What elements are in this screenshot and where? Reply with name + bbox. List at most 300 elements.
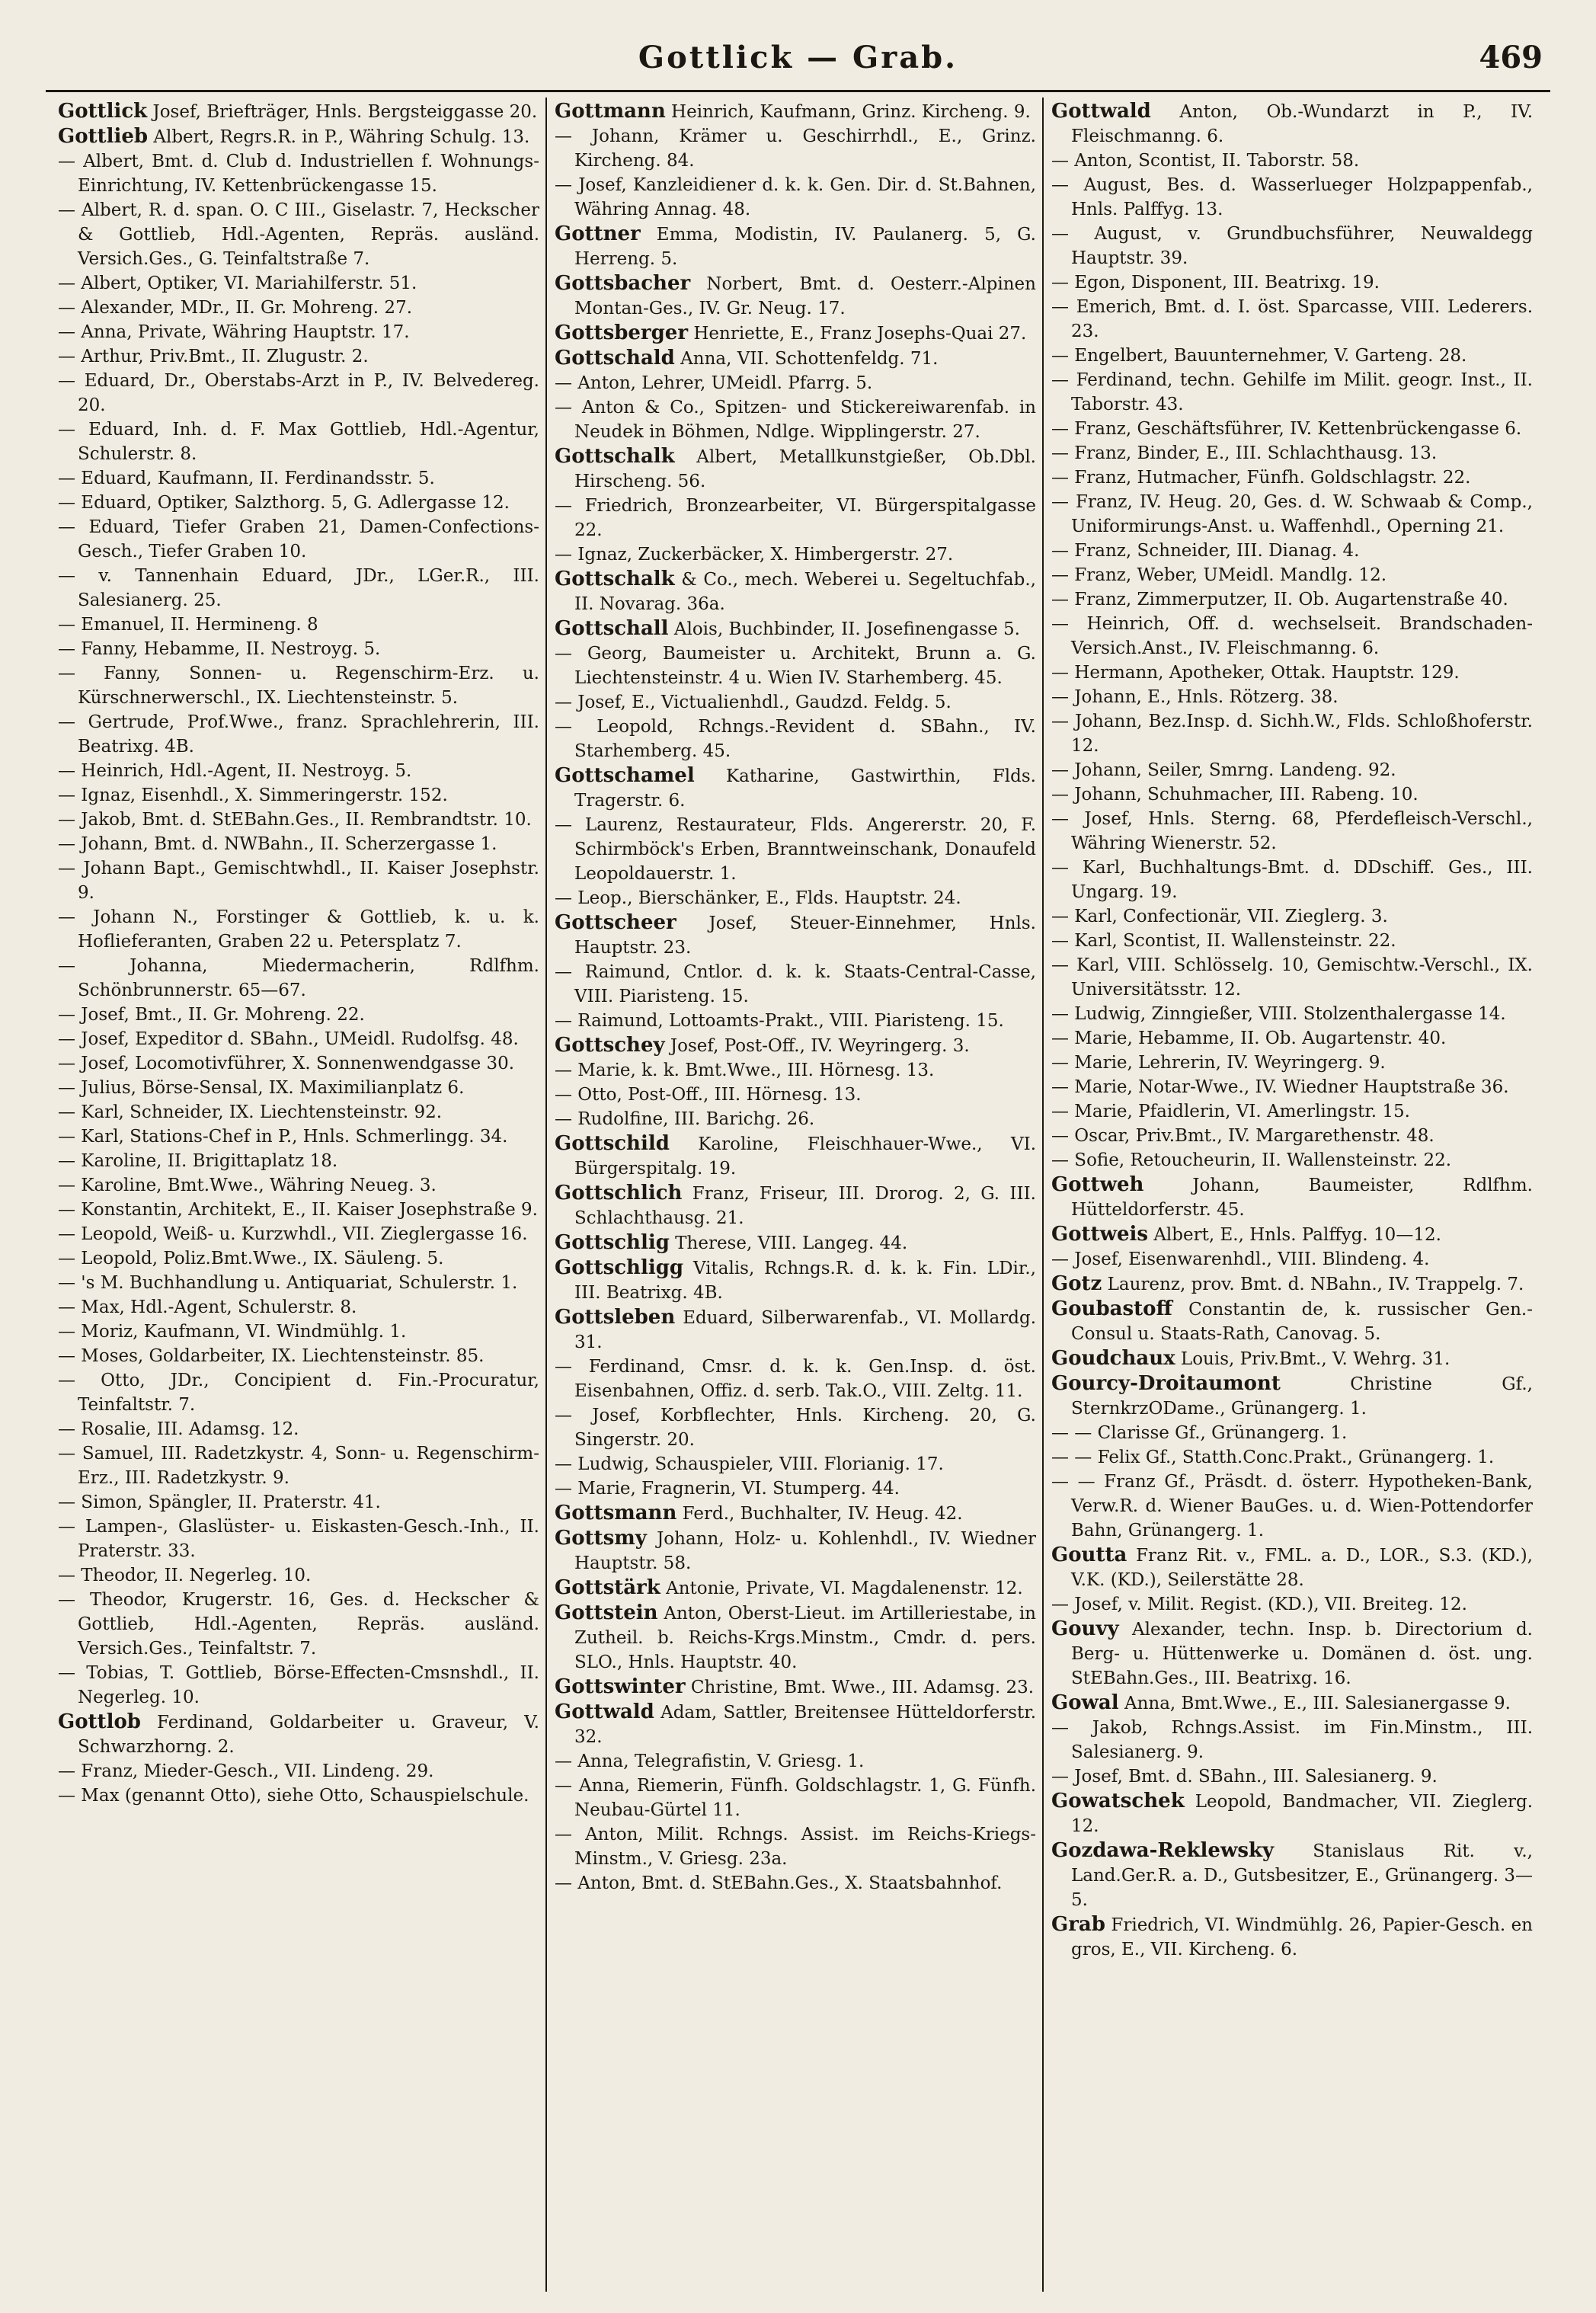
entry-text: Albert, E., Hnls. Palffyg. 10—12. <box>1148 1225 1441 1245</box>
entry-text: — Albert, Optiker, VI. Mariahilferstr. 51. <box>58 274 417 293</box>
entry-text: Henriette, E., Franz Josephs-Quai 27. <box>688 324 1027 344</box>
directory-entry <box>58 1051 539 1076</box>
directory-entry <box>555 271 1036 321</box>
entry-text: — Josef, Hnls. Sterng. 68, Pferdefleisch-Verschl., Währing Wienerstr. 52. <box>1051 809 1533 853</box>
entry-text: Antonie, Private, VI. Magdalenenstr. 12. <box>660 1579 1023 1598</box>
directory-entry <box>555 1675 1036 1700</box>
directory-entry <box>1051 149 1533 173</box>
entry-text: Johann, Holz- u. Kohlenhdl., IV. Wiedner Hauptstr. 58. <box>574 1529 1036 1573</box>
entry-text: — Anton, Bmt. d. StEBahn.Ges., X. Staatsbahnhof. <box>555 1873 1003 1893</box>
directory-entry <box>58 344 539 369</box>
entry-surname: Gottsberger <box>555 322 689 344</box>
entry-surname: Gottschligg <box>555 1256 684 1279</box>
entry-surname: Goudchaux <box>1051 1347 1175 1370</box>
directory-entry <box>58 515 539 564</box>
directory-entry <box>1051 441 1533 465</box>
directory-entry <box>58 1295 539 1320</box>
entry-text: — Franz, Schneider, III. Dianag. 4. <box>1051 541 1360 561</box>
entry-surname: Gottschamel <box>555 764 695 787</box>
directory-entry <box>1051 465 1533 490</box>
directory-entry <box>58 564 539 613</box>
entry-surname: Gottwald <box>1051 100 1151 123</box>
entry-surname: Gottschey <box>555 1034 665 1057</box>
entry-text: Friedrich, VI. Windmühlg. 26, Papier-Gesch. en gros, E., VII. Kircheng. 6. <box>1071 1915 1533 1959</box>
entry-text: — Karl, Stations-Chef in P., Hnls. Schmerlingg. 34. <box>58 1127 508 1147</box>
directory-entry <box>555 1131 1036 1181</box>
entry-text: — Marie, k. k. Bmt.Wwe., III. Hörnesg. 13. <box>555 1061 935 1080</box>
directory-entry <box>555 1033 1036 1058</box>
directory-entry <box>1051 417 1533 441</box>
directory-entry <box>1051 709 1533 758</box>
entry-text: Anton, Oberst-Lieut. im Artilleriestabe, in Zutheil. b. Reichs-Krgs.Minstm., Cmdr. d. pers. SLO., Hnls. Hauptstr. 40. <box>574 1604 1036 1672</box>
directory-entry <box>1051 1543 1533 1592</box>
entry-text: Josef, Briefträger, Hnls. Bergsteiggasse 20. <box>147 102 538 122</box>
entry-text: Laurenz, prov. Bmt. d. NBahn., IV. Trappelg. 7. <box>1102 1275 1524 1294</box>
directory-entry <box>1051 270 1533 295</box>
directory-entry <box>58 1441 539 1490</box>
directory-entry <box>555 641 1036 690</box>
entry-text: — Max, Hdl.-Agent, Schulerstr. 8. <box>58 1297 357 1317</box>
directory-entry <box>555 1181 1036 1230</box>
entry-surname: Gottlieb <box>58 125 149 148</box>
entry-text: — Emanuel, II. Hermineng. 8 <box>58 615 318 635</box>
directory-entry <box>58 1417 539 1441</box>
entry-surname: Gottschald <box>555 347 675 370</box>
entry-surname: Gottmann <box>555 100 666 123</box>
entry-surname: Gottschild <box>555 1132 670 1155</box>
directory-entry <box>1051 1716 1533 1764</box>
directory-entry <box>58 417 539 466</box>
directory-entry <box>58 320 539 344</box>
directory-entry <box>1051 1346 1533 1371</box>
entry-text: Therese, VIII. Langeg. 44. <box>669 1233 908 1253</box>
directory-entry <box>1051 1051 1533 1075</box>
column-2 <box>550 99 1047 2293</box>
entry-text: — Karoline, II. Brigittaplatz 18. <box>58 1151 338 1171</box>
entry-text: — Karl, Schneider, IX. Liechtensteinstr. 92. <box>58 1102 443 1122</box>
directory-entry <box>58 1784 539 1808</box>
entry-text: — Leopold, Poliz.Bmt.Wwe., IX. Säuleng. 5. <box>58 1249 444 1268</box>
entry-text: Emma, Modistin, IV. Paulanerg. 5, G. Herreng. 5. <box>574 225 1036 269</box>
entry-text: Alexander, techn. Insp. b. Directorium d. Berg- u. Hüttenwerke u. Domänen d. öst. ung. StEBahn.Ges., III. Beatrixg. 16. <box>1071 1620 1533 1688</box>
entry-surname: Gotz <box>1051 1272 1102 1295</box>
entry-surname: Gottlob <box>58 1710 141 1733</box>
entry-text: — Josef, Korbflechter, Hnls. Kircheng. 20, G. Singerstr. 20. <box>555 1406 1036 1450</box>
directory-entry <box>555 1305 1036 1355</box>
entry-text: — Rudolfine, III. Barichg. 26. <box>555 1109 815 1129</box>
directory-entry <box>58 1100 539 1125</box>
directory-entry <box>58 1271 539 1295</box>
directory-entry <box>1051 904 1533 929</box>
entry-text: — Albert, Bmt. d. Club d. Industriellen f. Wohnungs-Einrichtung, IV. Kettenbrückengasse 15. <box>58 152 539 196</box>
entry-surname: Gottstein <box>555 1601 658 1624</box>
directory-entry <box>58 466 539 491</box>
directory-entry <box>555 1452 1036 1476</box>
entry-text: — Sofie, Retoucheurin, II. Wallensteinstr. 22. <box>1051 1150 1452 1170</box>
entry-text: — Johanna, Miedermacherin, Rdlfhm. Schönbrunnerstr. 65—67. <box>58 956 539 1000</box>
directory-entry <box>58 661 539 710</box>
entry-text: Albert, Regrs.R. in P., Währing Schulg. 13. <box>148 127 530 147</box>
entry-text: — Theodor, II. Negerleg. 10. <box>58 1566 312 1585</box>
entry-surname: Gottwald <box>555 1700 654 1723</box>
directory-entry <box>555 1774 1036 1822</box>
directory-entry <box>1051 1026 1533 1051</box>
entry-text: — Emerich, Bmt. d. I. öst. Sparcasse, VIII. Lederers. 23. <box>1051 297 1533 341</box>
entry-text: Eduard, Silberwarenfab., VI. Mollardg. 31. <box>574 1308 1036 1352</box>
entry-text: — Josef, Bmt., II. Gr. Mohreng. 22. <box>58 1005 365 1025</box>
entry-text: Leopold, Bandmacher, VII. Zieglerg. 12. <box>1071 1792 1533 1836</box>
entry-text: — Arthur, Priv.Bmt., II. Zlugustr. 2. <box>58 347 369 366</box>
entry-surname: Goutta <box>1051 1544 1127 1566</box>
entry-text: — Leopold, Rchngs.-Revident d. SBahn., IV. Starhemberg. 45. <box>555 717 1036 761</box>
entry-text: Johann, Baumeister, Rdlfhm. Hütteldorferstr. 45. <box>1071 1176 1533 1220</box>
directory-entry <box>1051 1247 1533 1272</box>
directory-entry <box>58 1661 539 1710</box>
entry-text: — Anna, Private, Währing Hauptstr. 17. <box>58 322 410 342</box>
directory-entry <box>555 1576 1036 1601</box>
entry-text: — Fanny, Sonnen- u. Regenschirm-Erz. u. Kürschnerwerschl., IX. Liechtensteinstr. 5. <box>58 664 539 708</box>
entry-text: — Anna, Telegrafistin, V. Griesg. 1. <box>555 1752 865 1771</box>
entry-text: — Franz, Hutmacher, Fünfh. Goldschlagstr. 22. <box>1051 468 1471 488</box>
column-divider <box>545 98 547 2292</box>
directory-entry <box>58 1588 539 1661</box>
entry-text: — Lampen-, Glaslüster- u. Eiskasten-Gesch.-Inh., II. Praterstr. 33. <box>58 1517 539 1561</box>
entry-text: Ferd., Buchhalter, IV. Heug. 42. <box>676 1504 963 1524</box>
entry-text: — Karl, Scontist, II. Wallensteinstr. 22. <box>1051 931 1396 951</box>
directory-entry <box>58 124 539 149</box>
directory-entry <box>555 763 1036 813</box>
directory-entry <box>58 832 539 856</box>
column-divider <box>1042 98 1044 2292</box>
entry-surname: Gottstärk <box>555 1576 660 1599</box>
entry-text: Alois, Buchbinder, II. Josefinengasse 5. <box>668 619 1020 639</box>
directory-entry <box>1051 661 1533 685</box>
entry-text: — Johann, E., Hnls. Rötzerg. 38. <box>1051 687 1339 707</box>
directory-entry <box>58 296 539 320</box>
directory-entry <box>1051 1297 1533 1346</box>
entry-text: — Josef, v. Milit. Regist. (KD.), VII. Breiteg. 12. <box>1051 1595 1467 1614</box>
entry-text: Franz, Friseur, III. Drorog. 2, G. III. Schlachthausg. 21. <box>574 1184 1036 1228</box>
entry-text: — Johann, Seiler, Smrng. Landeng. 92. <box>1051 760 1396 780</box>
entry-surname: Gourcy-Droitaumont <box>1051 1372 1281 1395</box>
entry-text: Ferdinand, Goldarbeiter u. Graveur, V. Schwarzhorng. 2. <box>78 1713 539 1757</box>
directory-entry <box>1051 1838 1533 1912</box>
directory-entry <box>555 813 1036 886</box>
directory-entry <box>58 491 539 515</box>
directory-entry <box>58 1246 539 1271</box>
header-divider <box>46 90 1550 92</box>
entry-text: — 's M. Buchhandlung u. Antiquariat, Schulerstr. 1. <box>58 1273 518 1293</box>
entry-surname: Gottschalk <box>555 445 675 468</box>
directory-entry <box>555 960 1036 1009</box>
entry-text: — Franz, Geschäftsführer, IV. Kettenbrückengasse 6. <box>1051 419 1522 439</box>
directory-entry <box>1051 807 1533 856</box>
directory-entry <box>58 1125 539 1149</box>
entry-text: Anna, Bmt.Wwe., E., III. Salesianergasse 9. <box>1118 1694 1511 1713</box>
directory-entry <box>58 1515 539 1563</box>
entry-text: Katharine, Gastwirthin, Flds. Tragerstr. 6. <box>574 766 1036 811</box>
directory-entry <box>555 1355 1036 1403</box>
entry-text: — Eduard, Optiker, Salzthorg. 5, G. Adlergasse 12. <box>58 493 510 513</box>
entry-text: — — Franz Gf., Präsdt. d. österr. Hypotheken-Bank, Verw.R. d. Wiener BauGes. u. d. Wien-Pottendorfer Bahn, Grünangerg. 1. <box>1051 1472 1533 1540</box>
entry-text: — Josef, Locomotivführer, X. Sonnenwendgasse 30. <box>58 1054 515 1073</box>
entry-text: — Franz, Weber, UMeidl. Mandlg. 12. <box>1051 565 1387 585</box>
directory-entry <box>58 1368 539 1417</box>
directory-entry <box>58 856 539 905</box>
directory-entry <box>58 1198 539 1222</box>
entry-text: — Johann, Krämer u. Geschirrhdl., E., Grinz. Kircheng. 84. <box>555 126 1036 171</box>
entry-text: — Laurenz, Restaurateur, Flds. Angererstr. 20, F. Schirmböck's Erben, Branntweinschank, Donaufeld Leopoldauerstr. 1. <box>555 815 1036 884</box>
entry-text: Stanislaus Rit. v., Land.Ger.R. a. D., Gutsbesitzer, E., Grünangerg. 3—5. <box>1071 1841 1533 1910</box>
entry-text: Franz Rit. v., FML. a. D., LOR., S.3. (KD.), V.K. (KD.), Seilerstätte 28. <box>1071 1546 1533 1590</box>
directory-entry <box>58 1173 539 1198</box>
directory-entry <box>1051 1172 1533 1222</box>
directory-entry <box>1051 1617 1533 1691</box>
entry-surname: Gottschlich <box>555 1182 683 1204</box>
directory-entry <box>58 1344 539 1368</box>
directory-entry <box>1051 563 1533 587</box>
entry-text: — Anton & Co., Spitzen- und Stickereiwarenfab. in Neudek in Böhmen, Ndlge. Wipplingerstr. 27. <box>555 398 1036 442</box>
entry-surname: Gottlick <box>58 100 148 123</box>
entry-surname: Gottscheer <box>555 911 676 934</box>
entry-text: — — Felix Gf., Statth.Conc.Prakt., Grünangerg. 1. <box>1051 1448 1495 1467</box>
directory-entry <box>1051 953 1533 1002</box>
entry-text: — Franz, Mieder-Gesch., VII. Lindeng. 29. <box>58 1761 434 1781</box>
directory-entry <box>555 1230 1036 1256</box>
directory-entry <box>1051 758 1533 782</box>
entry-text: Christine Gf., SternkrzODame., Grünangerg. 1. <box>1071 1374 1533 1419</box>
entry-text: & Co., mech. Weberei u. Segeltuchfab., II. Novarag. 36a. <box>574 570 1036 614</box>
directory-entry <box>1051 612 1533 661</box>
directory-entry <box>1051 490 1533 539</box>
entry-text: — Marie, Lehrerin, IV. Weyringerg. 9. <box>1051 1053 1386 1073</box>
directory-entry <box>1051 1148 1533 1172</box>
entry-text: — Raimund, Cntlor. d. k. k. Staats-Central-Casse, VIII. Piaristeng. 15. <box>555 962 1036 1006</box>
directory-entry <box>1051 295 1533 344</box>
directory-entry <box>555 1601 1036 1675</box>
directory-entry <box>58 637 539 661</box>
directory-entry <box>1051 1445 1533 1470</box>
directory-entry <box>555 371 1036 395</box>
running-head: Gottlick — Grab. <box>638 40 958 75</box>
entry-text: — Heinrich, Hdl.-Agent, II. Nestroyg. 5. <box>58 761 412 781</box>
directory-entry <box>58 271 539 296</box>
entry-text: — Eduard, Inh. d. F. Max Gottlieb, Hdl.-Agentur, Schulerstr. 8. <box>58 420 539 464</box>
entry-surname: Grab <box>1051 1913 1105 1936</box>
directory-entry <box>58 905 539 954</box>
entry-text: Anna, VII. Schottenfeldg. 71. <box>674 349 939 369</box>
directory-entry <box>555 1403 1036 1452</box>
entry-text: — Ignaz, Zuckerbäcker, X. Himbergerstr. 27. <box>555 545 954 565</box>
directory-entry <box>555 1822 1036 1871</box>
entry-text: — Johann, Bez.Insp. d. Sichh.W., Flds. Schloßhoferstr. 12. <box>1051 712 1533 756</box>
entry-text: — Hermann, Apotheker, Ottak. Hauptstr. 129. <box>1051 663 1460 683</box>
directory-entry <box>555 1107 1036 1131</box>
directory-entry <box>555 1083 1036 1107</box>
entry-text: Anton, Ob.-Wundarzt in P., IV. Fleischmanng. 6. <box>1071 102 1533 146</box>
directory-entry <box>58 808 539 832</box>
directory-entry <box>1051 1099 1533 1124</box>
directory-entry <box>555 1501 1036 1526</box>
directory-entry <box>58 99 539 124</box>
directory-entry <box>555 616 1036 641</box>
entry-text: Vitalis, Rchngs.R. d. k. k. Fin. LDir., III. Beatrixg. 4B. <box>574 1259 1036 1303</box>
entry-text: — v. Tannenhain Eduard, JDr., LGer.R., III. Salesianerg. 25. <box>58 566 539 610</box>
entry-text: — Ferdinand, Cmsr. d. k. k. Gen.Insp. d. öst. Eisenbahnen, Offiz. d. serb. Tak.O., VIII. Zeltg. 11. <box>555 1357 1036 1401</box>
directory-entry <box>555 690 1036 715</box>
directory-entry <box>1051 1371 1533 1421</box>
directory-entry <box>555 124 1036 173</box>
directory-entry <box>58 1759 539 1784</box>
directory-entry <box>555 346 1036 371</box>
entry-surname: Gozdawa-Reklewsky <box>1051 1839 1275 1862</box>
directory-entry <box>58 198 539 271</box>
entry-text: — Jakob, Rchngs.Assist. im Fin.Minstm., III. Salesianerg. 9. <box>1051 1718 1533 1762</box>
directory-entry <box>58 1003 539 1027</box>
entry-surname: Gottsleben <box>555 1306 676 1329</box>
directory-entry <box>555 1009 1036 1033</box>
entry-text: — Johann N., Forstinger & Gottlieb, k. u. k. Hoflieferanten, Graben 22 u. Petersplatz 7. <box>58 907 539 952</box>
directory-entry <box>58 1320 539 1344</box>
directory-entry <box>1051 1002 1533 1026</box>
entry-text: — Franz, IV. Heug. 20, Ges. d. W. Schwaab & Comp., Uniformirungs-Anst. u. Waffenhdl., Operning 21. <box>1051 492 1533 536</box>
directory-entry <box>58 369 539 417</box>
directory-entry <box>555 321 1036 346</box>
entry-text: — Oscar, Priv.Bmt., IV. Margarethenstr. 48. <box>1051 1126 1434 1146</box>
directory-entry <box>1051 1764 1533 1789</box>
entry-text: — Otto, Post-Off., III. Hörnesg. 13. <box>555 1085 862 1105</box>
directory-entry <box>555 173 1036 222</box>
directory-entry <box>555 395 1036 444</box>
entry-surname: Goubastoff <box>1051 1297 1172 1320</box>
directory-entry <box>1051 1075 1533 1099</box>
entry-text: — Fanny, Hebamme, II. Nestroyg. 5. <box>58 639 381 659</box>
entry-text: — Leopold, Weiß- u. Kurzwhdl., VII. Zieglergasse 16. <box>58 1224 528 1244</box>
entry-text: Adam, Sattler, Breitensee Hütteldorferstr. 32. <box>574 1703 1036 1747</box>
directory-entry <box>555 1476 1036 1501</box>
entry-text: — Raimund, Lottoamts-Prakt., VIII. Piaristeng. 15. <box>555 1011 1004 1031</box>
entry-surname: Gottschalk <box>555 568 675 590</box>
entry-text: — Anton, Lehrer, UMeidl. Pfarrg. 5. <box>555 373 873 393</box>
entry-text: Constantin de, k. russischer Gen.-Consul u. Staats-Rath, Canovag. 5. <box>1071 1300 1533 1344</box>
directory-entry <box>58 149 539 198</box>
directory-entry <box>1051 1272 1533 1297</box>
directory-entry <box>555 1871 1036 1896</box>
entry-text: — Georg, Baumeister u. Architekt, Brunn a. G. Liechtensteinstr. 4 u. Wien IV. Starhemberg. 45. <box>555 644 1036 688</box>
entry-text: — Anna, Riemerin, Fünfh. Goldschlagstr. 1, G. Fünfh. Neubau-Gürtel 11. <box>555 1776 1036 1820</box>
directory-entry <box>555 99 1036 124</box>
directory-entry <box>1051 1912 1533 1962</box>
entry-text: — Josef, Eisenwarenhdl., VIII. Blindeng. 4. <box>1051 1249 1430 1269</box>
entry-surname: Gottsmy <box>555 1527 647 1550</box>
entry-text: — Moses, Goldarbeiter, IX. Liechtensteinstr. 85. <box>58 1346 485 1366</box>
entry-text: — Marie, Fragnerin, VI. Stumperg. 44. <box>555 1479 900 1499</box>
entry-surname: Gottschlig <box>555 1231 670 1254</box>
directory-entry <box>555 886 1036 910</box>
entry-text: — Anton, Milit. Rchngs. Assist. im Reichs-Kriegs-Minstm., V. Griesg. 23a. <box>555 1825 1036 1869</box>
directory-entry <box>555 1700 1036 1749</box>
column-3 <box>1047 99 1543 2293</box>
entry-surname: Gouvy <box>1051 1617 1119 1640</box>
entry-text: — Max (genannt Otto), siehe Otto, Schauspielschule. <box>58 1786 529 1806</box>
entry-text: — Tobias, T. Gottlieb, Börse-Effecten-Cmsnshdl., II. Negerleg. 10. <box>58 1663 539 1707</box>
directory-entry <box>1051 1222 1533 1247</box>
entry-text: — Josef, Expeditor d. SBahn., UMeidl. Rudolfsg. 48. <box>58 1029 519 1049</box>
entry-text: — Marie, Notar-Wwe., IV. Wiedner Hauptstraße 36. <box>1051 1077 1509 1097</box>
entry-text: — Josef, Kanzleidiener d. k. k. Gen. Dir. d. St.Bahnen, Währing Annag. 48. <box>555 175 1036 219</box>
entry-text: — Egon, Disponent, III. Beatrixg. 19. <box>1051 273 1380 293</box>
entry-text: — Anton, Scontist, II. Taborstr. 58. <box>1051 151 1360 171</box>
entry-text: — Theodor, Krugerstr. 16, Ges. d. Heckscher & Gottlieb, Hdl.-Agenten, Repräs. ausländ. Versich.Ges., Teinfaltstr. 7. <box>58 1590 539 1659</box>
entry-surname: Gowatschek <box>1051 1790 1185 1812</box>
entry-text: — Leop., Bierschänker, E., Flds. Hauptstr. 24. <box>555 888 961 908</box>
directory-entry <box>1051 1470 1533 1543</box>
directory-entry <box>58 1076 539 1100</box>
directory-entry <box>555 1749 1036 1774</box>
page-header <box>46 40 1550 85</box>
entry-text: — Eduard, Tiefer Graben 21, Damen-Confections-Gesch., Tiefer Graben 10. <box>58 517 539 561</box>
entry-text: — Franz, Binder, E., III. Schlachthausg. 13. <box>1051 443 1438 463</box>
directory-entry <box>1051 222 1533 270</box>
entry-text: — Eduard, Kaufmann, II. Ferdinandsstr. 5. <box>58 469 435 488</box>
directory-entry <box>1051 99 1533 149</box>
entry-text: — Franz, Zimmerputzer, II. Ob. Augartenstraße 40. <box>1051 590 1508 609</box>
entry-text: — Albert, R. d. span. O. C III., Giselastr. 7, Heckscher & Gottlieb, Hdl.-Agenten, Repräs. ausländ. Versich.Ges., G. Teinfaltstraße 7. <box>58 200 539 269</box>
directory-entry <box>58 613 539 637</box>
directory-entry <box>1051 685 1533 709</box>
entry-text: — Alexander, MDr., II. Gr. Mohreng. 27. <box>58 298 413 318</box>
directory-entry <box>555 222 1036 271</box>
entry-surname: Gottweh <box>1051 1173 1144 1196</box>
page-number: 469 <box>1479 40 1543 75</box>
entry-surname: Gottschall <box>555 617 669 640</box>
directory-entry <box>58 710 539 759</box>
directory-entry <box>58 1149 539 1173</box>
entry-text: — Eduard, Dr., Oberstabs-Arzt in P., IV. Belvedereg. 20. <box>58 371 539 415</box>
entry-text: — Simon, Spängler, II. Praterstr. 41. <box>58 1492 381 1512</box>
directory-entry <box>1051 539 1533 563</box>
entry-surname: Gottsbacher <box>555 272 691 295</box>
directory-entry <box>555 567 1036 616</box>
directory-entry <box>1051 929 1533 953</box>
entry-text: Norbert, Bmt. d. Oesterr.-Alpinen Montan-Ges., IV. Gr. Neug. 17. <box>574 274 1036 318</box>
directory-entry <box>1051 1421 1533 1445</box>
entry-text: — Heinrich, Off. d. wechselseit. Brandschaden-Versich.Anst., IV. Fleischmanng. 6. <box>1051 614 1533 658</box>
directory-entry <box>58 1710 539 1759</box>
entry-text: — Samuel, III. Radetzkystr. 4, Sonn- u. Regenschirm-Erz., III. Radetzkystr. 9. <box>58 1444 539 1488</box>
directory-entry <box>1051 344 1533 368</box>
column-1 <box>53 99 550 2293</box>
directory-entry <box>555 1256 1036 1305</box>
directory-entry <box>555 715 1036 763</box>
entry-text: — Konstantin, Architekt, E., II. Kaiser Josephstraße 9. <box>58 1200 538 1220</box>
entry-text: — Johann, Bmt. d. NWBahn., II. Scherzergasse 1. <box>58 834 497 854</box>
directory-entry <box>1051 782 1533 807</box>
directory-entry <box>1051 587 1533 612</box>
entry-text: Heinrich, Kaufmann, Grinz. Kircheng. 9. <box>665 102 1031 122</box>
entry-text: — Josef, Bmt. d. SBahn., III. Salesianerg. 9. <box>1051 1767 1438 1787</box>
directory-entry <box>1051 368 1533 417</box>
entry-text: — Engelbert, Bauunternehmer, V. Garteng. 28. <box>1051 346 1467 366</box>
entry-text: Albert, Metallkunstgießer, Ob.Dbl. Hirscheng. 56. <box>574 447 1036 491</box>
entry-surname: Gottsmann <box>555 1502 677 1524</box>
entry-text: — Julius, Börse-Sensal, IX. Maximilianplatz 6. <box>58 1078 465 1098</box>
directory-entry <box>555 542 1036 567</box>
entry-text: — Marie, Pfaidlerin, VI. Amerlingstr. 15. <box>1051 1102 1410 1121</box>
directory-entry <box>1051 856 1533 904</box>
entry-text: — Johann, Schuhmacher, III. Rabeng. 10. <box>1051 785 1418 805</box>
entry-surname: Gottswinter <box>555 1675 686 1698</box>
